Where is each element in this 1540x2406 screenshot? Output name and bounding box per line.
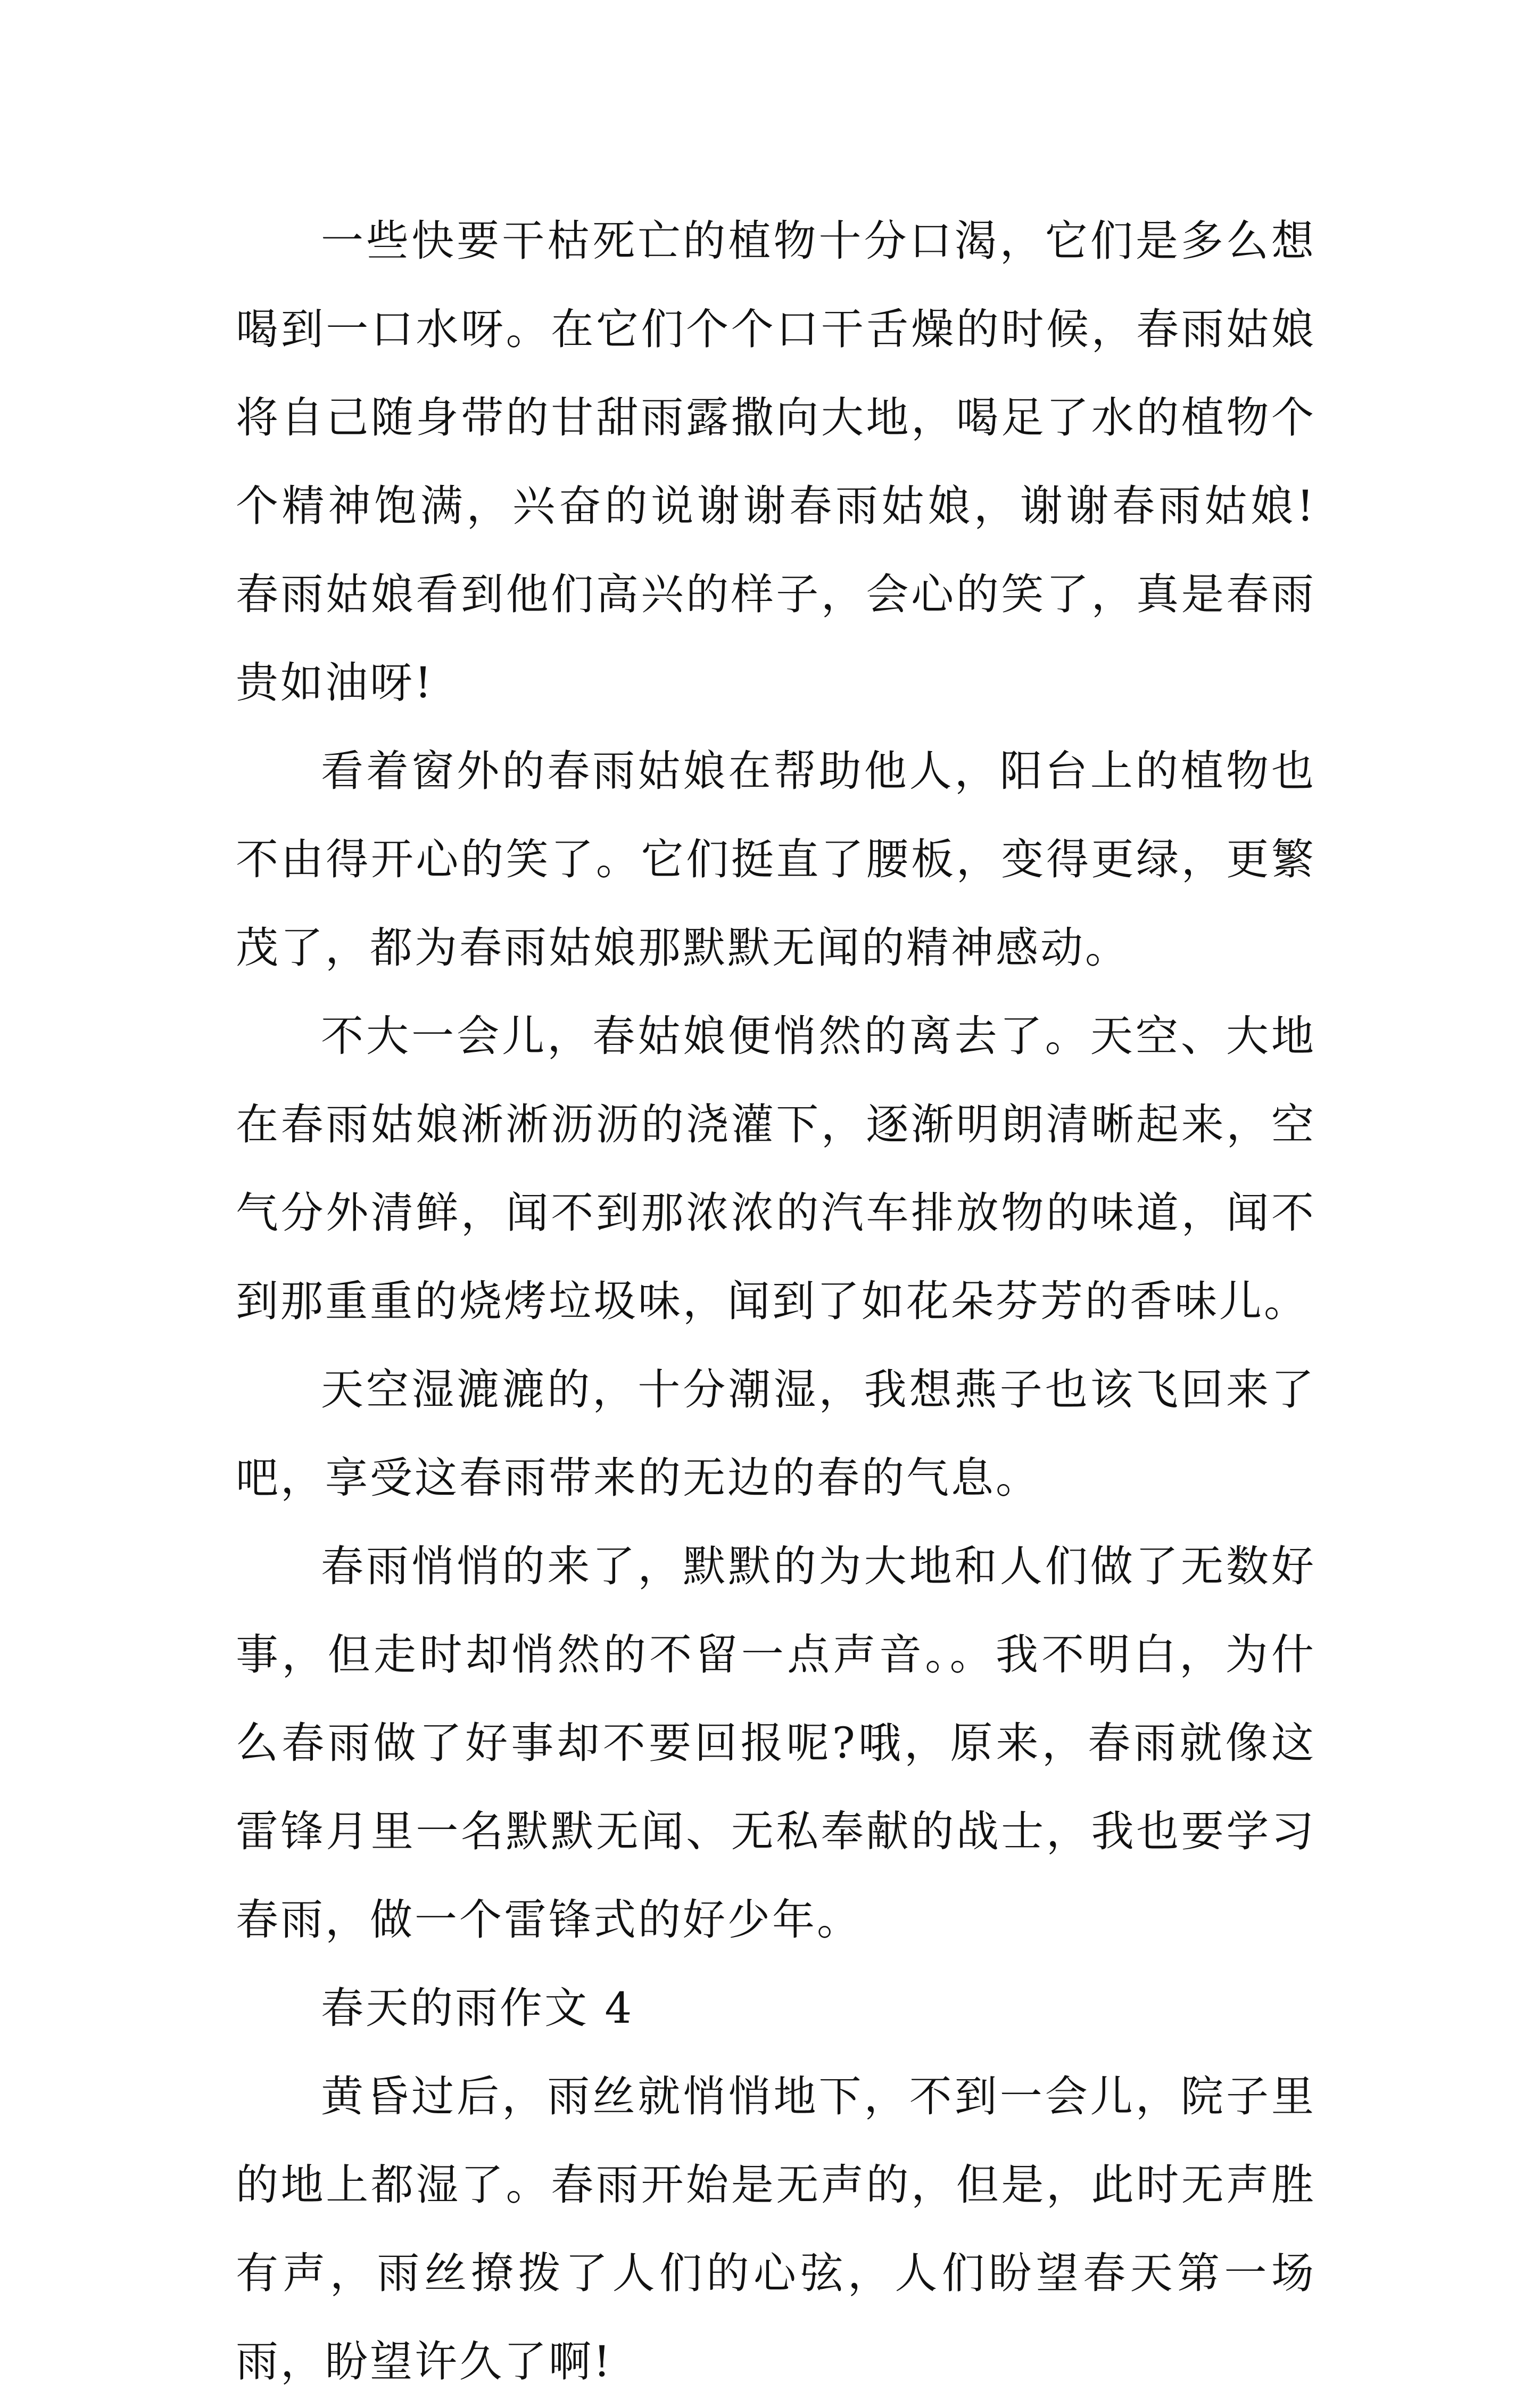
paragraph: 春雨悄悄的来了，默默的为大地和人们做了无数好事，但走时却悄然的不留一点声音。。我不明白，为什么春雨做了好事却不要回报呢?哦，原来，春雨就像这雷锋月里一名默默无闻、无私奉献的战士，我也要学习春雨，做一个雷锋式的好少年。 [236, 1542, 1316, 1944]
paragraph: 看着窗外的春雨姑娘在帮助他人，阳台上的植物也不由得开心的笑了。它们挺直了腰板，变得更绿，更繁茂了，都为春雨姑娘那默默无闻的精神感动。 [236, 746, 1316, 973]
paragraph: 不大一会儿，春姑娘便悄然的离去了。天空、大地在春雨姑娘淅淅沥沥的浇灌下，逐渐明朗清晰起来，空气分外清鲜，闻不到那浓浓的汽车排放物的味道，闻不到那重重的烧烤垃圾味，闻到了如花朵芬芳的香味儿。 [236, 1011, 1316, 1326]
paragraph: 一些快要干枯死亡的植物十分口渴，它们是多么想喝到一口水呀。在它们个个口干舌燥的时候，春雨姑娘将自己随身带的甘甜雨露撒向大地，喝足了水的植物个个精神饱满，兴奋的说谢谢春雨姑娘，谢谢春雨姑娘!春雨姑娘看到他们高兴的样子，会心的笑了，真是春雨贵如油呀! [236, 216, 1316, 707]
paragraph: 黄昏过后，雨丝就悄悄地下，不到一会儿，院子里的地上都湿了。春雨开始是无声的，但是，此时无声胜有声，雨丝撩拨了人们的心弦，人们盼望春天第一场雨，盼望许久了啊! [236, 2072, 1316, 2386]
document-body [236, 197, 1316, 2406]
section-heading: 春天的雨作文 4 [321, 1983, 634, 2033]
paragraph: 天空湿漉漉的，十分潮湿，我想燕子也该飞回来了吧，享受这春雨带来的无边的春的气息。 [236, 1365, 1316, 1503]
